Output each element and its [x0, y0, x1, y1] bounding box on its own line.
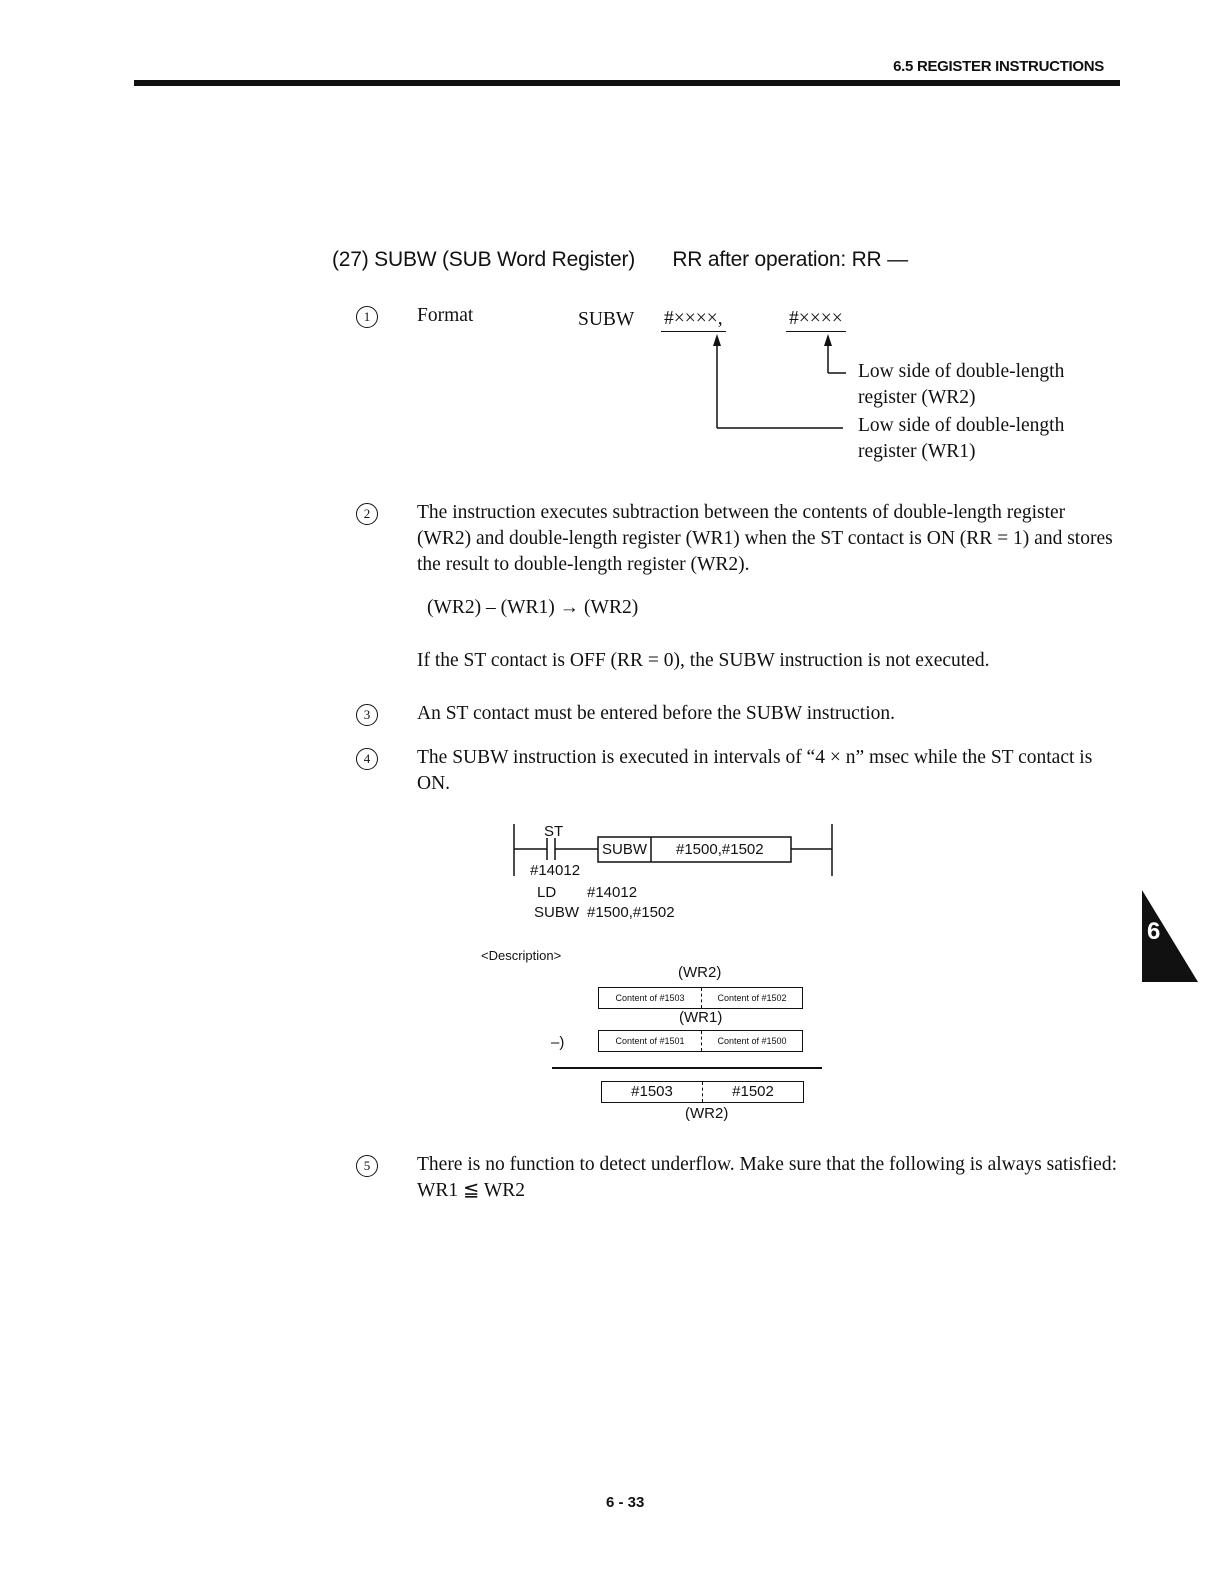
item-5-sentence: There is no function to detect underflow. Make sure that the following is always satisfied:	[417, 1154, 1118, 1175]
page-number: 6 - 33	[606, 1494, 645, 1511]
running-header: 6.5 REGISTER INSTRUCTIONS	[893, 58, 1104, 75]
format-operand-2: #××××	[786, 307, 846, 332]
item-number-4: 4	[356, 748, 378, 770]
item-5-condition: WR1 ≦ WR2	[417, 1180, 526, 1201]
desc-wr2-bottom: (WR2)	[685, 1105, 729, 1122]
item-number-3: 3	[356, 704, 378, 726]
code-line-1-arg: #14012	[587, 884, 638, 901]
section-title	[332, 248, 908, 272]
desc-wr1: (WR1)	[679, 1009, 723, 1026]
item-4-text: The SUBW instruction is executed in intervals of “4 × n” msec while the ST contact is ON.	[417, 747, 1093, 794]
section-heading: (27) SUBW (SUB Word Register)	[332, 248, 636, 271]
item-number-5: 5	[356, 1155, 378, 1177]
format-mnemonic: SUBW	[578, 309, 635, 330]
header-rule	[134, 80, 1120, 86]
off-note: If the ST contact is OFF (RR = 0), the SUBW instruction is not executed.	[417, 650, 990, 671]
item-5-text	[417, 1152, 1119, 1204]
note-wr2: Low side of double-length register (WR2)	[858, 361, 1065, 408]
desc-result-high: #1503	[602, 1082, 703, 1102]
rr-value: RR —	[851, 248, 908, 271]
description-label: <Description>	[481, 948, 562, 963]
desc-wr2-box	[598, 987, 803, 1009]
format-label: Format	[417, 305, 474, 326]
code-line-2-arg: #1500,#1502	[587, 904, 675, 921]
ladder-contact-address: #14012	[530, 862, 581, 879]
format-operand-1: #××××,	[661, 307, 726, 332]
chapter-tab-number: 6	[1147, 918, 1161, 945]
code-line-1-op: LD	[537, 884, 557, 901]
rr-note: RR after operation:	[672, 248, 846, 271]
desc-wr2-top: (WR2)	[678, 964, 722, 981]
desc-result-box	[601, 1081, 804, 1103]
item-number-2: 2	[356, 503, 378, 525]
note-wr1: Low side of double-length register (WR1)	[858, 415, 1065, 462]
desc-result-low: #1502	[732, 1083, 774, 1100]
code-line-2-op: SUBW	[534, 904, 579, 921]
ladder-contact-label: ST	[544, 823, 564, 840]
desc-sum-rule	[552, 1067, 822, 1069]
format-pointer-lines	[700, 330, 860, 440]
item-number-1: 1	[356, 306, 378, 328]
item-3-text: An ST contact must be entered before the SUBW instruction.	[417, 703, 896, 724]
formula: (WR2) – (WR1) → (WR2)	[427, 597, 639, 618]
ladder-instruction: SUBW	[602, 841, 647, 858]
desc-wr1-low: Content of #1500	[717, 1036, 787, 1046]
ladder-operands: #1500,#1502	[676, 841, 764, 858]
desc-wr2-low: Content of #1502	[717, 993, 787, 1003]
desc-wr1-high: Content of #1501	[599, 1031, 702, 1051]
desc-minus: –)	[551, 1034, 565, 1051]
item-2-text: The instruction executes subtraction between the contents of double-length register (WR2) and double-length register (WR1) when the ST contact is ON (RR = 1) and stores the result to double-length register (WR2).	[417, 502, 1113, 575]
desc-wr1-box	[598, 1030, 803, 1052]
desc-wr2-high: Content of #1503	[599, 988, 702, 1008]
